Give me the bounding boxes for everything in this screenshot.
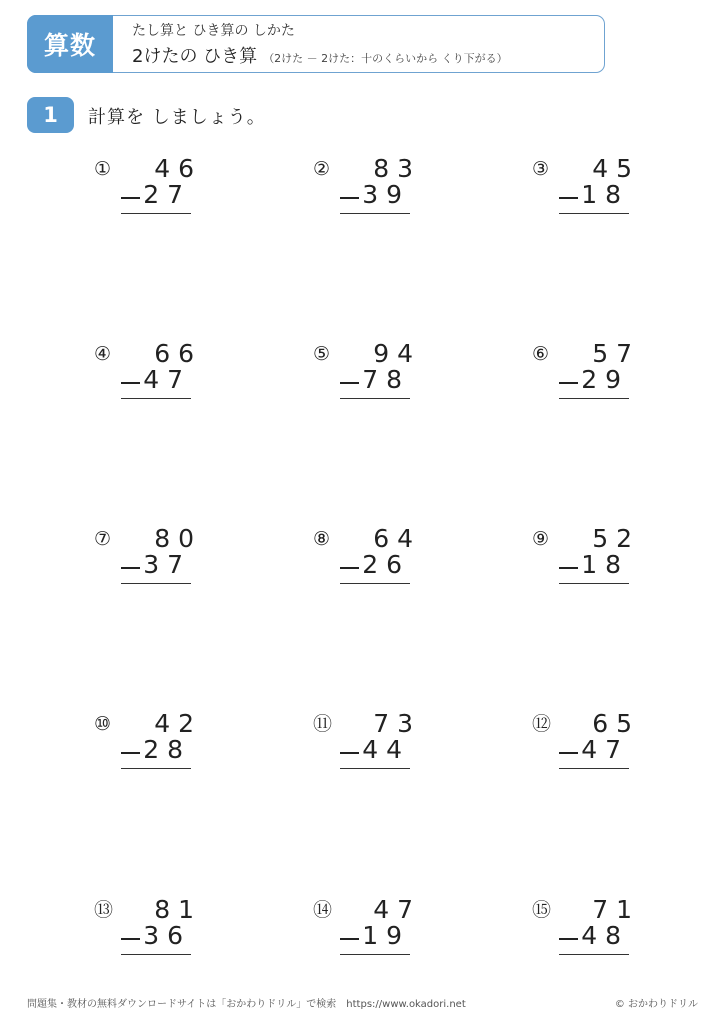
minus-sign-icon bbox=[121, 752, 140, 754]
problem-item bbox=[94, 524, 214, 587]
subtrahend-row bbox=[340, 365, 410, 399]
minus-sign-icon bbox=[121, 567, 140, 569]
problem-item bbox=[532, 339, 652, 402]
problem-number: ⑥ bbox=[532, 343, 550, 365]
subtrahend-row bbox=[121, 180, 191, 214]
minuend: 71 bbox=[592, 895, 640, 924]
minuend: 47 bbox=[373, 895, 421, 924]
subtrahend: 48 bbox=[581, 921, 629, 950]
title-category: たし算と ひき算の しかた bbox=[132, 23, 295, 39]
minus-sign-icon bbox=[121, 382, 140, 384]
problem-item bbox=[94, 154, 214, 217]
minuend: 64 bbox=[373, 524, 421, 553]
problem-number: ② bbox=[313, 158, 331, 180]
minuend: 66 bbox=[154, 339, 202, 368]
minuend: 45 bbox=[592, 154, 640, 183]
footer-site-info: 問題集・教材の無料ダウンロードサイトは「おかわりドリル」で検索 https://www.okadori.net bbox=[27, 999, 466, 1010]
problem-number: ① bbox=[94, 158, 112, 180]
problem-item bbox=[532, 524, 652, 587]
problem-number: ⑨ bbox=[532, 528, 550, 550]
minus-sign-icon bbox=[121, 197, 140, 199]
subtrahend: 36 bbox=[143, 921, 191, 950]
subtrahend-row bbox=[121, 735, 191, 769]
problem-item bbox=[313, 524, 433, 587]
subtrahend: 18 bbox=[581, 550, 629, 579]
minuend: 57 bbox=[592, 339, 640, 368]
subtrahend-row bbox=[121, 365, 191, 399]
problem-item bbox=[313, 709, 433, 772]
footer-copyright: © おかわりドリル bbox=[614, 999, 698, 1010]
title-main: 2けたの ひき算 bbox=[132, 46, 258, 67]
problem-number: ⑭ bbox=[313, 899, 333, 921]
problem-number: ⑫ bbox=[532, 713, 552, 735]
minuend: 52 bbox=[592, 524, 640, 553]
problem-number: ⑩ bbox=[94, 713, 112, 735]
problem-item bbox=[94, 895, 214, 958]
title-subtitle: （2けた － 2けた：十のくらいから くり下がる） bbox=[263, 52, 508, 65]
subtrahend: 29 bbox=[581, 365, 629, 394]
minuend: 73 bbox=[373, 709, 421, 738]
subtrahend: 39 bbox=[362, 180, 410, 209]
minus-sign-icon bbox=[340, 197, 359, 199]
subtrahend-row bbox=[340, 550, 410, 584]
subtrahend-row bbox=[559, 735, 629, 769]
problem-item bbox=[532, 154, 652, 217]
minuend: 94 bbox=[373, 339, 421, 368]
subtrahend-row bbox=[340, 180, 410, 214]
subtrahend: 26 bbox=[362, 550, 410, 579]
subtrahend-row bbox=[559, 921, 629, 955]
minus-sign-icon bbox=[559, 382, 578, 384]
subtrahend-row bbox=[340, 735, 410, 769]
minuend: 83 bbox=[373, 154, 421, 183]
minus-sign-icon bbox=[559, 938, 578, 940]
subtrahend-row bbox=[559, 180, 629, 214]
problem-number: ⑧ bbox=[313, 528, 331, 550]
subject-badge: 算数 bbox=[27, 15, 113, 73]
subtrahend-row bbox=[121, 921, 191, 955]
minuend: 80 bbox=[154, 524, 202, 553]
subtrahend: 28 bbox=[143, 735, 191, 764]
minuend: 46 bbox=[154, 154, 202, 183]
problem-number: ⑦ bbox=[94, 528, 112, 550]
problem-item bbox=[94, 339, 214, 402]
subtrahend: 47 bbox=[143, 365, 191, 394]
minuend: 81 bbox=[154, 895, 202, 924]
subtrahend: 19 bbox=[362, 921, 410, 950]
problem-number: ⑤ bbox=[313, 343, 331, 365]
minus-sign-icon bbox=[340, 752, 359, 754]
problem-number: ③ bbox=[532, 158, 550, 180]
subtrahend-row bbox=[121, 550, 191, 584]
subtrahend: 18 bbox=[581, 180, 629, 209]
instruction-text: 計算を しましょう。 bbox=[88, 107, 266, 128]
subtrahend: 78 bbox=[362, 365, 410, 394]
minus-sign-icon bbox=[340, 567, 359, 569]
problem-item bbox=[313, 154, 433, 217]
subtrahend-row bbox=[559, 365, 629, 399]
subtrahend: 37 bbox=[143, 550, 191, 579]
minus-sign-icon bbox=[559, 567, 578, 569]
problem-number: ⑪ bbox=[313, 713, 333, 735]
problem-item bbox=[532, 895, 652, 958]
problem-item bbox=[313, 339, 433, 402]
minus-sign-icon bbox=[559, 752, 578, 754]
minus-sign-icon bbox=[340, 938, 359, 940]
subtrahend: 47 bbox=[581, 735, 629, 764]
problem-number: ⑬ bbox=[94, 899, 114, 921]
problem-item bbox=[313, 895, 433, 958]
subtrahend: 27 bbox=[143, 180, 191, 209]
problem-number: ⑮ bbox=[532, 899, 552, 921]
question-number-badge: 1 bbox=[27, 97, 74, 133]
minus-sign-icon bbox=[121, 938, 140, 940]
problem-item bbox=[94, 709, 214, 772]
problem-number: ④ bbox=[94, 343, 112, 365]
title-line bbox=[132, 42, 508, 68]
problem-item bbox=[532, 709, 652, 772]
subtrahend-row bbox=[559, 550, 629, 584]
minus-sign-icon bbox=[340, 382, 359, 384]
minus-sign-icon bbox=[559, 197, 578, 199]
minuend: 42 bbox=[154, 709, 202, 738]
subtrahend: 44 bbox=[362, 735, 410, 764]
minuend: 65 bbox=[592, 709, 640, 738]
subtrahend-row bbox=[340, 921, 410, 955]
